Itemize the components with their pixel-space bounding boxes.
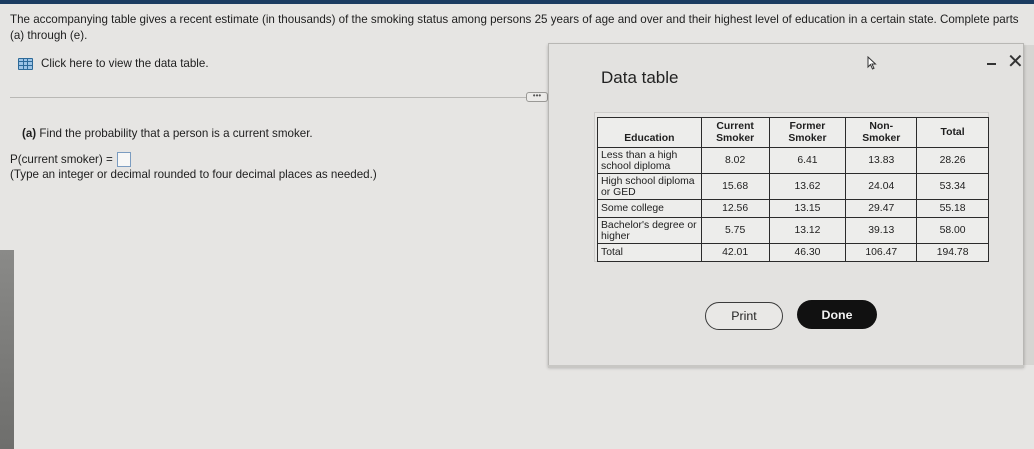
answer-hint: (Type an integer or decimal rounded to four decimal places as needed.): [10, 168, 377, 181]
row-label: High school diploma or GED: [598, 174, 702, 200]
table-cell: 13.83: [846, 148, 917, 174]
col-header-current-smoker: Current Smoker: [701, 118, 769, 148]
section-divider: [10, 97, 540, 98]
data-table-modal: [548, 43, 1024, 366]
table-grid-icon: [18, 58, 33, 70]
row-label: Bachelor's degree or higher: [598, 218, 702, 244]
question-text: Find the probability that a person is a current smoker.: [39, 127, 313, 140]
table-cell: 106.47: [846, 244, 917, 262]
table-cell: 24.04: [846, 174, 917, 200]
table-cell: 28.26: [917, 148, 989, 174]
table-cell: 55.18: [917, 200, 989, 218]
table-row: [598, 218, 989, 244]
table-cell: 15.68: [701, 174, 769, 200]
table-cell: 12.56: [701, 200, 769, 218]
table-cell: 13.12: [769, 218, 846, 244]
table-row: [598, 200, 989, 218]
table-cell: 5.75: [701, 218, 769, 244]
mouse-cursor-icon: [867, 56, 877, 70]
row-label: Total: [598, 244, 702, 262]
left-edge-band: [0, 250, 14, 449]
table-cell: 42.01: [701, 244, 769, 262]
answer-label: P(current smoker) =: [10, 153, 113, 166]
table-row: [598, 148, 989, 174]
col-header-total: Total: [917, 118, 989, 148]
table-header-row: [598, 118, 989, 148]
col-header-non-smoker: Non- Smoker: [846, 118, 917, 148]
table-cell: 58.00: [917, 218, 989, 244]
col-header-former-smoker: Former Smoker: [769, 118, 846, 148]
background-panel-edge: [1024, 45, 1034, 365]
minimize-button[interactable]: [987, 60, 1001, 68]
table-cell: 8.02: [701, 148, 769, 174]
table-cell: 13.62: [769, 174, 846, 200]
row-label: Some college: [598, 200, 702, 218]
table-row-total: [598, 244, 989, 262]
table-cell: 194.78: [917, 244, 989, 262]
table-cell: 13.15: [769, 200, 846, 218]
data-table: [597, 117, 989, 262]
table-cell: 53.34: [917, 174, 989, 200]
col-header-education: Education: [598, 118, 702, 148]
problem-intro: The accompanying table gives a recent estimate (in thousands) of the smoking status among persons 25 years of age and over and their highest level of education in a certain state. Complete parts (a) through (e).: [10, 13, 1019, 42]
view-data-table-label: Click here to view the data table.: [41, 57, 209, 70]
question-part-a: [22, 127, 313, 140]
table-row: [598, 174, 989, 200]
table-cell: 29.47: [846, 200, 917, 218]
done-button[interactable]: Done: [797, 300, 877, 329]
modal-title: Data table: [601, 68, 679, 87]
view-data-table-link[interactable]: [18, 57, 209, 70]
modal-bottom-edge: [548, 365, 1024, 368]
top-accent-bar: [0, 0, 1034, 4]
answer-input[interactable]: [117, 152, 131, 167]
table-cell: 39.13: [846, 218, 917, 244]
table-cell: 46.30: [769, 244, 846, 262]
print-button[interactable]: Print: [705, 302, 783, 330]
minimize-icon: [987, 63, 996, 66]
row-label: Less than a high school diploma: [598, 148, 702, 174]
answer-row: [10, 152, 131, 167]
question-part-label: (a): [22, 127, 37, 140]
close-button[interactable]: ✕: [1007, 51, 1024, 73]
more-ellipsis-button[interactable]: •••: [526, 92, 548, 102]
table-cell: 6.41: [769, 148, 846, 174]
